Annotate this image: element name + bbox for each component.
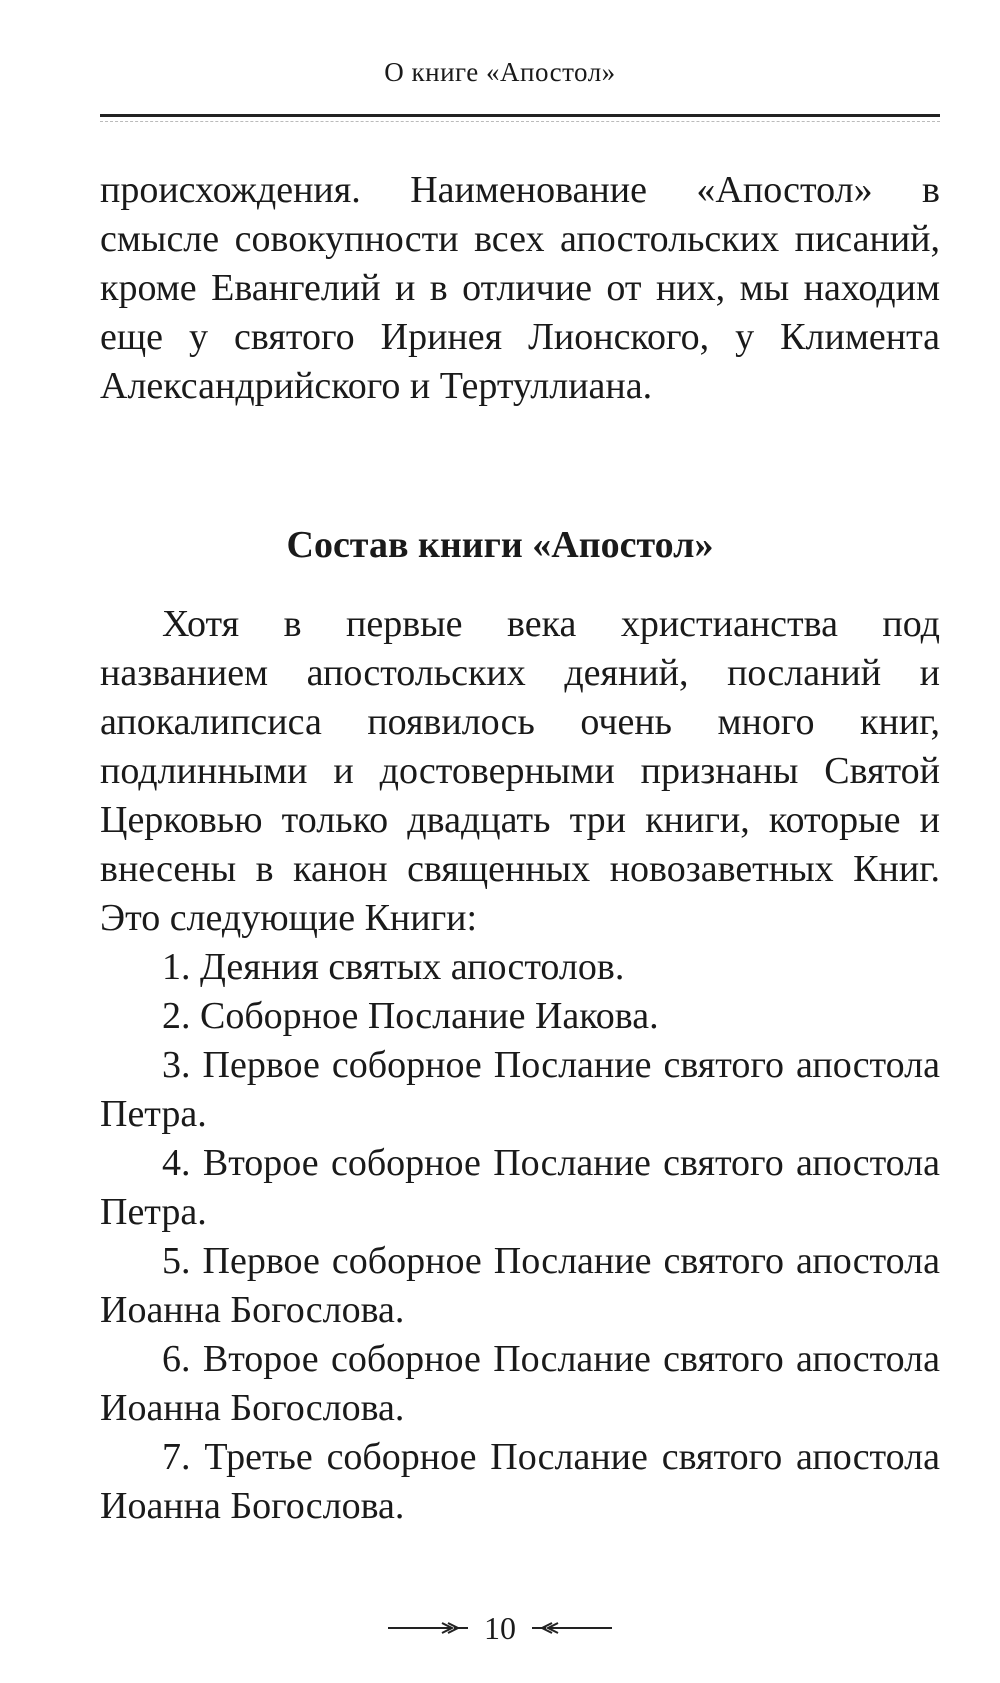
intro-paragraph-block: [100, 166, 940, 411]
book-list-item: 6. Второе соборное Послание святого апостола Иоанна Богослова.: [100, 1338, 940, 1429]
book-list-item: 7. Третье соборное Послание святого апостола Иоанна Богослова.: [100, 1436, 940, 1527]
header-rule: [100, 114, 940, 117]
header-rule-shadow: [100, 121, 940, 122]
right-ornament-icon: [530, 1621, 612, 1635]
book-list: [100, 943, 940, 1531]
book-list-item: 5. Первое соборное Послание святого апостола Иоанна Богослова.: [100, 1240, 940, 1331]
page-folio: [0, 1606, 1000, 1650]
book-list-item: 3. Первое соборное Послание святого апостола Петра.: [100, 1044, 940, 1135]
book-list-item: 1. Деяния святых апостолов.: [162, 946, 625, 988]
book-list-item: 4. Второе соборное Послание святого апостола Петра.: [100, 1142, 940, 1233]
section-paragraph: Хотя в первые века христианства под названием апостольских деяний, посланий и апокалипсиса появилось очень много книг, подлинными и достоверными признаны Святой Церковью только двадцать три книги, которые и внесены в канон священных новозаветных Книг. Это следующие Книги:: [100, 603, 940, 939]
running-title: О книге «Апостол»: [384, 57, 616, 87]
intro-paragraph: происхождения. Наименование «Апостол» в смысле совокупности всех апостольских писаний, кроме Евангелий и в отличие от них, мы находим еще у святого Иринея Лионского, у Климента Александрийского и Тертуллиана.: [100, 169, 940, 407]
book-list-item: 2. Соборное Послание Иакова.: [162, 995, 659, 1037]
section-title: Состав книги «Апостол»: [286, 524, 714, 566]
section-body: [100, 600, 940, 1531]
page-number: 10: [484, 1610, 516, 1646]
left-ornament-icon: [388, 1621, 470, 1635]
